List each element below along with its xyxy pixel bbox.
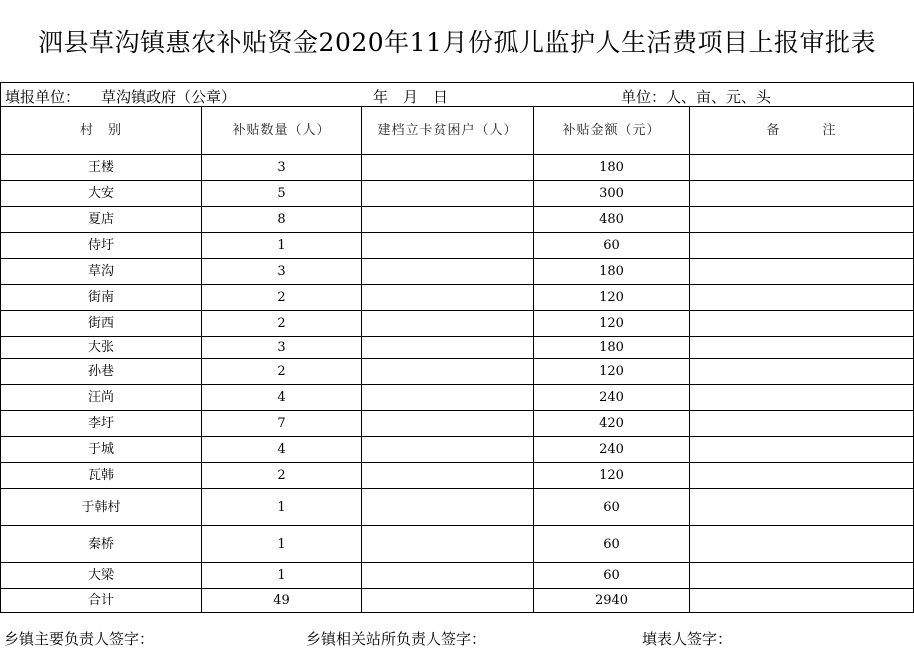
cell-remarks [690,385,914,411]
table-row [1,233,914,259]
cell-subsidy-amount: 60 [534,489,690,526]
signature-footer [0,612,914,662]
total-subsidy-amount: 2940 [534,589,690,613]
cell-subsidy-count: 1 [202,526,362,563]
cell-village: 李圩 [1,411,202,437]
cell-subsidy-count: 1 [202,233,362,259]
cell-village: 王楼 [1,155,202,181]
table-row [1,155,914,181]
cell-remarks [690,526,914,563]
cell-poor-households [362,489,534,526]
cell-subsidy-count: 3 [202,259,362,285]
total-poor-households [362,589,534,613]
cell-subsidy-amount: 180 [534,337,690,359]
cell-poor-households [362,155,534,181]
cell-subsidy-count: 5 [202,181,362,207]
cell-subsidy-count: 2 [202,285,362,311]
table-row [1,437,914,463]
cell-subsidy-amount: 300 [534,181,690,207]
report-date: 年 月 日 [373,88,449,106]
cell-village: 大梁 [1,563,202,589]
cell-remarks [690,563,914,589]
cell-subsidy-count: 3 [202,155,362,181]
cell-remarks [690,359,914,385]
table-row [1,311,914,337]
cell-remarks [690,285,914,311]
form-title: 泗县草沟镇惠农补贴资金2020年11月份孤儿监护人生活费项目上报审批表 [38,28,876,57]
header-subsidy-amount: 补贴金额（元） [534,107,690,155]
table-row [1,181,914,207]
cell-remarks [690,463,914,489]
table-row [1,285,914,311]
filler-signature: 填表人签字： [642,630,733,648]
cell-remarks [690,207,914,233]
cell-poor-households [362,259,534,285]
cell-village: 于城 [1,437,202,463]
cell-subsidy-amount: 120 [534,463,690,489]
table-row [1,385,914,411]
cell-subsidy-count: 1 [202,489,362,526]
form-info-bar [0,82,914,107]
cell-subsidy-count: 3 [202,337,362,359]
cell-subsidy-amount: 120 [534,311,690,337]
cell-subsidy-amount: 60 [534,233,690,259]
cell-poor-households [362,437,534,463]
cell-village: 大安 [1,181,202,207]
cell-subsidy-amount: 480 [534,207,690,233]
cell-subsidy-amount: 180 [534,259,690,285]
table-row [1,359,914,385]
cell-subsidy-count: 2 [202,311,362,337]
cell-poor-households [362,207,534,233]
cell-poor-households [362,359,534,385]
cell-remarks [690,411,914,437]
station-head-signature: 乡镇相关站所负责人签字： [306,630,487,648]
cell-poor-households [362,285,534,311]
cell-poor-households [362,233,534,259]
cell-remarks [690,155,914,181]
cell-poor-households [362,385,534,411]
cell-subsidy-count: 4 [202,437,362,463]
cell-village: 侍圩 [1,233,202,259]
town-head-signature: 乡镇主要负责人签字： [4,630,155,648]
cell-remarks [690,489,914,526]
cell-village: 孙巷 [1,359,202,385]
header-village: 村 别 [1,107,202,155]
header-subsidy-count: 补贴数量（人） [202,107,362,155]
cell-subsidy-amount: 180 [534,155,690,181]
cell-subsidy-count: 8 [202,207,362,233]
header-poor-households: 建档立卡贫困户（人） [362,107,534,155]
total-subsidy-count: 49 [202,589,362,613]
table-row [1,259,914,285]
cell-village: 于韩村 [1,489,202,526]
cell-subsidy-amount: 60 [534,526,690,563]
table-row [1,563,914,589]
table-row [1,337,914,359]
table-row [1,489,914,526]
table-header-row [1,107,914,155]
measure-units: 单位：人、亩、元、头 [621,88,772,106]
cell-subsidy-amount: 120 [534,359,690,385]
total-row [1,589,914,613]
cell-poor-households [362,463,534,489]
cell-subsidy-amount: 240 [534,385,690,411]
header-remarks: 备 注 [690,107,914,155]
cell-village: 街西 [1,311,202,337]
table-row [1,411,914,437]
cell-poor-households [362,311,534,337]
cell-remarks [690,233,914,259]
cell-subsidy-amount: 240 [534,437,690,463]
cell-village: 瓦韩 [1,463,202,489]
cell-subsidy-count: 2 [202,463,362,489]
cell-remarks [690,311,914,337]
table-row [1,207,914,233]
cell-poor-households [362,563,534,589]
cell-poor-households [362,181,534,207]
cell-poor-households [362,526,534,563]
cell-village: 秦桥 [1,526,202,563]
subsidy-table [0,106,914,613]
table-row [1,526,914,563]
cell-subsidy-count: 1 [202,563,362,589]
cell-remarks [690,259,914,285]
cell-village: 草沟 [1,259,202,285]
cell-village: 汪尚 [1,385,202,411]
cell-subsidy-amount: 120 [534,285,690,311]
cell-poor-households [362,411,534,437]
cell-remarks [690,181,914,207]
cell-remarks [690,337,914,359]
total-remarks [690,589,914,613]
table-row [1,463,914,489]
cell-village: 街南 [1,285,202,311]
cell-village: 大张 [1,337,202,359]
cell-subsidy-amount: 60 [534,563,690,589]
cell-poor-households [362,337,534,359]
cell-subsidy-count: 7 [202,411,362,437]
cell-subsidy-count: 2 [202,359,362,385]
cell-village: 夏店 [1,207,202,233]
cell-subsidy-amount: 420 [534,411,690,437]
filing-unit-value: 草沟镇政府（公章） [101,88,237,106]
total-label: 合计 [1,589,202,613]
cell-subsidy-count: 4 [202,385,362,411]
cell-remarks [690,437,914,463]
filing-unit-label: 填报单位： [5,88,81,106]
